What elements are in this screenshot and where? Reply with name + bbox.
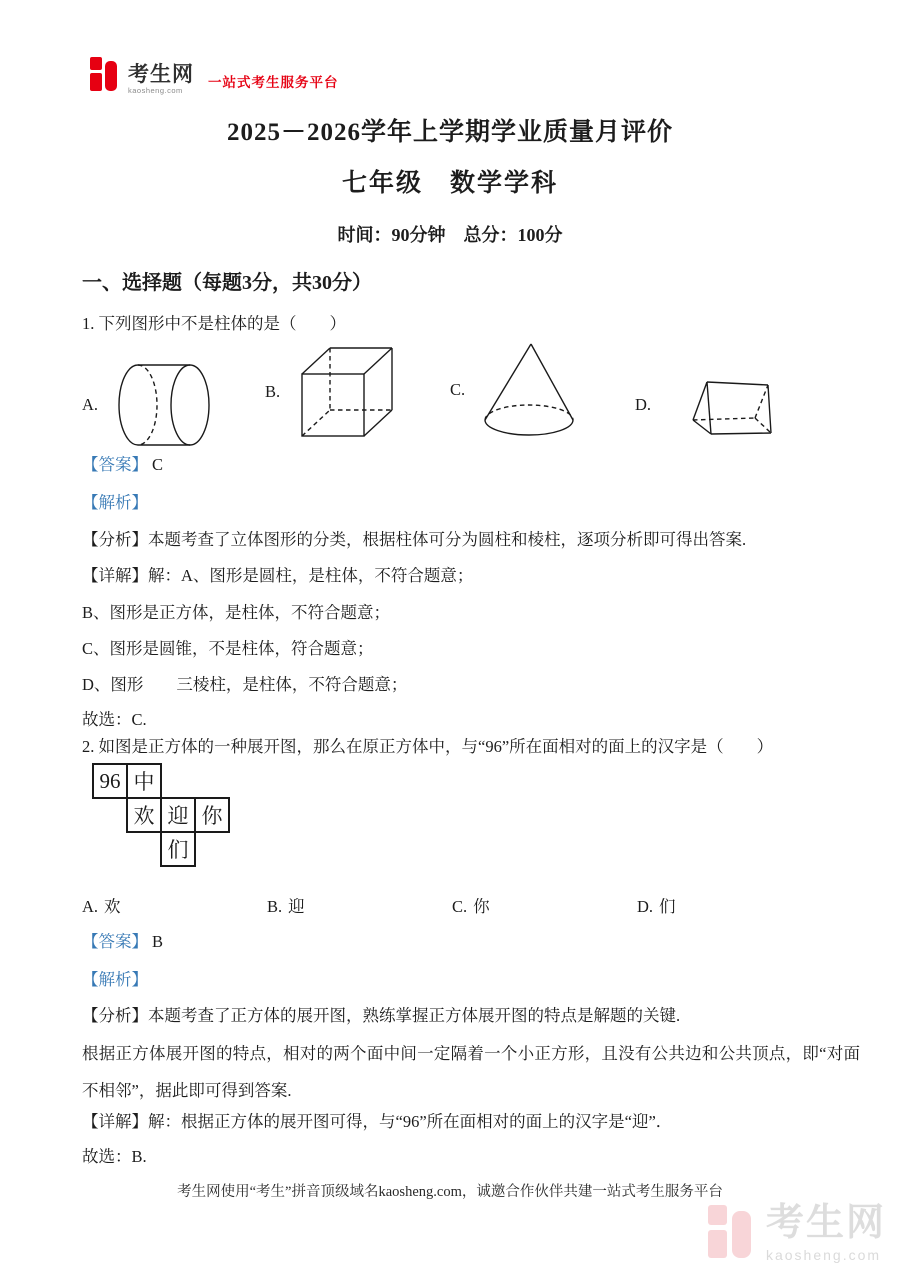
net-cell: 欢 [126,797,162,833]
site-logo [90,56,339,94]
question1-detail-line: D、图形 三棱柱，是柱体，不符合题意； [82,675,408,694]
option-c-cone [450,340,579,440]
net-cell: 迎 [160,797,196,833]
kaosheng-logo-icon [90,56,124,94]
answer-value: B [152,932,164,951]
option-d-label: D. [635,395,652,414]
option-b-label: B. [265,382,281,401]
question2-analysis-2: 根据正方体展开图的特点，相对的两个面中间一定隔着一个小正方形，且没有公共边和公共顶点，即“对面不相邻”，据此即可得到答案. [82,1044,860,1100]
option-a-text: 欢 [104,897,121,916]
kaosheng-watermark [708,1203,886,1263]
cube-icon [294,342,397,442]
net-cell: 你 [194,797,230,833]
option-c-text: 你 [473,897,490,916]
question1-analysis: 【分析】本题考查了立体图形的分类，根据柱体可分为圆柱和棱柱，逐项分析即可得出答案. [82,530,747,549]
net-cell: 们 [160,831,196,867]
question1-text: 1. 下列图形中不是柱体的是（ ） [82,314,346,333]
logo-site-name: 考生网 [128,61,194,86]
option-c-label: C. [452,897,468,916]
option-c [452,893,637,917]
logo-site-domain: kaosheng.com [128,85,183,95]
option-a-label: A. [82,897,99,916]
option-b-label: B. [267,897,283,916]
option-a [82,893,267,917]
exam-title: 2025－2026学年上学期学业质量月评价 [226,119,673,146]
option-c-label: C. [450,380,466,399]
answer-label: 【答案】 [82,455,148,474]
footer-text: 考生网使用“考生”拼音顶级域名kaosheng.com，诚邀合作伙伴共建一站式考生服务平台 [177,1184,723,1200]
question1-detail-line: C、图形是圆锥，不是柱体，符合题意； [82,639,374,658]
question2-detail: 【详解】解：根据正方体的展开图可得，与“96”所在面相对的面上的汉字是“迎”． [82,1112,673,1131]
question2-choose-line: 故选：B. [82,1147,147,1166]
section-heading: 一、选择题（每题3分，共30分） [82,272,372,294]
question2-options-row [82,893,822,917]
option-d-text: 们 [659,897,676,916]
triangular-prism-icon [665,368,787,442]
question1-explain-label: 【解析】 [82,493,148,512]
question1-detail-line: 【详解】解：A、图形是圆柱，是柱体，不符合题意； [82,566,474,585]
exam-meta: 时间：90分钟 总分：100分 [337,225,563,245]
cone-icon [479,340,579,440]
question2-analysis: 【分析】本题考查了正方体的展开图，熟练掌握正方体展开图的特点是解题的关键. [82,1006,681,1025]
option-a-cylinder [82,362,216,448]
net-cell: 96 [92,763,128,799]
option-b-text: 迎 [288,897,305,916]
option-d-triangular-prism [635,368,787,442]
question1-choose-line: 故选：C. [82,710,147,729]
watermark-site-domain: kaosheng.com [765,1246,882,1263]
question2-text: 2. 如图是正方体的一种展开图，那么在原正方体中，与“96”所在面相对的面上的汉字是（ ） [82,737,774,756]
question1-detail-line: B、图形是正方体，是柱体，不符合题意； [82,603,391,622]
net-cell: 中 [126,763,162,799]
question1-options-row [82,340,822,450]
cube-net-diagram [92,763,232,869]
option-a-label: A. [82,395,99,414]
option-b [267,893,452,917]
answer-label: 【答案】 [82,932,148,951]
answer-value: C [152,455,164,474]
logo-tagline: 一站式考生服务平台 [208,75,339,90]
question2-explain-label: 【解析】 [82,970,148,989]
option-b-cube [265,342,397,442]
option-d [637,893,822,917]
cylinder-icon [112,362,216,448]
question1-answer-line [82,451,163,475]
question2-answer-line [82,928,163,952]
watermark-site-name: 考生网 [765,1202,886,1244]
option-d-label: D. [637,897,654,916]
kaosheng-watermark-icon [708,1203,760,1263]
exam-subtitle: 七年级 数学学科 [341,170,558,197]
